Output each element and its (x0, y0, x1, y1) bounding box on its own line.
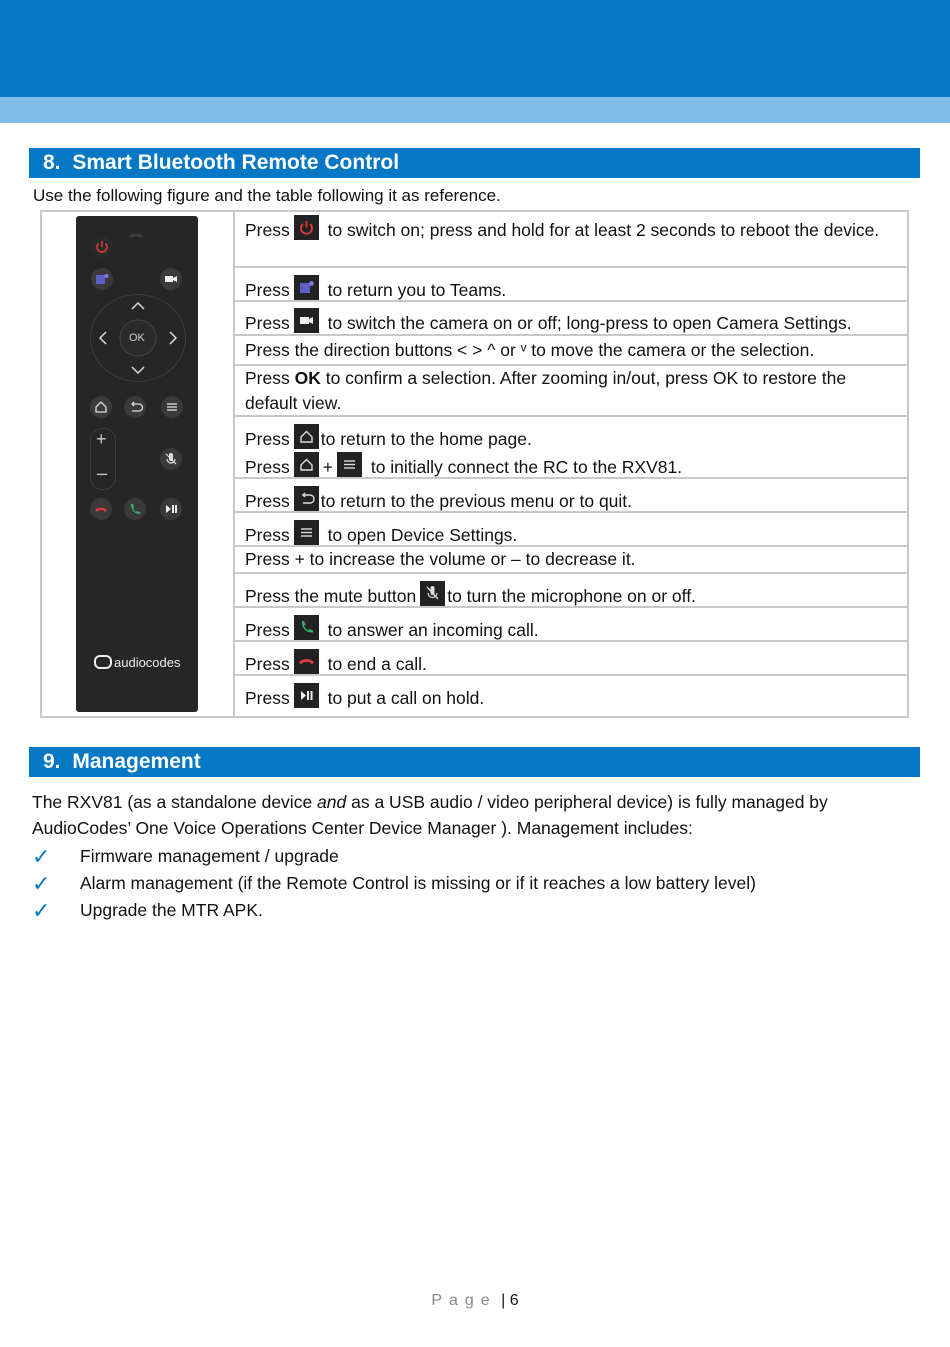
row-text-post: to switch on; press and hold for at least 2 seconds to reboot the device. (322, 220, 880, 240)
table-row (235, 547, 907, 574)
remote-home-icon (90, 396, 112, 418)
page-number: 6 (509, 1292, 519, 1309)
header-stripe (0, 97, 950, 123)
remote-power-icon (91, 236, 113, 258)
table-row (235, 268, 907, 302)
page-word: Page (431, 1292, 497, 1309)
remote-mute-icon (160, 448, 182, 470)
play-pause-icon (294, 683, 319, 708)
remote-brand-logo (94, 655, 181, 670)
header-band (0, 0, 950, 97)
section-8-number: 8. (43, 151, 61, 174)
row-text-post: to confirm a selection. After zooming in/out, press OK to restore the default view. (245, 368, 847, 413)
remote-ok-label: OK (129, 332, 145, 344)
home-icon (294, 424, 319, 449)
row-text-pre: Press (245, 220, 290, 240)
row-text-pre: Press + to increase the volume or – to decrease it. (245, 549, 636, 569)
remote-teams-icon (91, 268, 113, 290)
remote-plus-label: + (96, 429, 107, 449)
table-row (235, 608, 907, 642)
table-row (235, 336, 907, 366)
table-row (235, 302, 907, 336)
remote-volume-rocker (90, 428, 116, 490)
section-9-heading (29, 747, 920, 777)
row-text-post: to answer an incoming call. (322, 620, 539, 640)
row-text-pre: Press (245, 280, 290, 300)
remote-dpad (90, 294, 186, 382)
remote-back-icon (124, 396, 146, 418)
row-text-bold: OK (294, 368, 321, 388)
row-text-pre: Press (245, 491, 290, 511)
row-text-post: to open Device Settings. (322, 525, 518, 545)
management-text-em: and (317, 792, 347, 812)
remote-menu-icon (161, 396, 183, 418)
remote-control-image (76, 216, 198, 712)
list-item-label: Firmware management / upgrade (80, 846, 339, 866)
page-separator: | (496, 1292, 510, 1309)
row-text-pre: Press the direction buttons < > ^ or ᵛ to move the camera or the selection. (245, 340, 815, 360)
row-text-pre: Press (245, 620, 290, 640)
table-row (235, 642, 907, 676)
row-text-post: to turn the microphone on or off. (447, 586, 696, 606)
reference-table (40, 210, 909, 718)
row-text-pre: Press (245, 688, 290, 708)
row-text-pre: Press (245, 525, 290, 545)
power-icon (294, 215, 319, 240)
section-8-title: Smart Bluetooth Remote Control (72, 151, 400, 174)
answer-call-icon (294, 615, 319, 640)
table-row (235, 212, 907, 268)
management-text-b: as a USB audio / video peripheral device) is fully managed by AudioCodes’ One Voice Operations Center Device Manager ). Management includes: (32, 792, 828, 838)
table-row (235, 417, 907, 479)
back-icon (294, 486, 319, 511)
check-icon: ✓ (32, 871, 51, 896)
remote-answer-call-icon (124, 498, 146, 520)
table-row (235, 513, 907, 547)
row-text-post: to end a call. (322, 654, 427, 674)
row-text-post: to return to the previous menu or to quit. (320, 491, 633, 511)
row-text-pre: Press (245, 368, 295, 388)
list-item-label: Upgrade the MTR APK. (80, 900, 263, 920)
remote-image-cell (42, 212, 235, 716)
list-item-label: Alarm management (if the Remote Control is missing or if it reaches a low battery level) (80, 873, 756, 893)
end-call-icon (294, 649, 319, 674)
row-text-post: to return to the home page. (320, 429, 532, 449)
row-text-pre: Press the mute button (245, 586, 417, 606)
menu-icon (337, 452, 362, 477)
check-icon: ✓ (32, 844, 51, 869)
row-text-post: to switch the camera on or off; long-press to open Camera Settings. (322, 313, 852, 333)
row-text-post: to put a call on hold. (322, 688, 485, 708)
remote-play-pause-icon (160, 498, 182, 520)
row-text-pre: Press (245, 313, 290, 333)
table-row (235, 366, 907, 417)
table-row (235, 574, 907, 608)
home-icon (294, 452, 319, 477)
management-paragraph (32, 790, 912, 841)
row-text-pre: Press (245, 429, 290, 449)
remote-led (130, 234, 142, 237)
row-text-post: to return you to Teams. (322, 280, 507, 300)
row-text-pre: Press (245, 654, 290, 674)
remote-end-call-icon (90, 498, 112, 520)
row-text-pre: Press (245, 457, 290, 477)
management-text-a: The RXV81 (as a standalone device (32, 792, 318, 812)
page-footer (0, 1292, 950, 1310)
section-9-title: Management (72, 750, 201, 773)
intro-text: Use the following figure and the table following it as reference. (33, 186, 501, 205)
section-8-heading (29, 148, 920, 178)
camera-icon (294, 308, 319, 333)
mute-icon (420, 581, 445, 606)
remote-minus-label: – (97, 463, 108, 483)
table-row (235, 479, 907, 513)
remote-camera-icon (160, 268, 182, 290)
section-9-number: 9. (43, 750, 61, 773)
row-text-post: to initially connect the RC to the RXV81. (365, 457, 683, 477)
check-icon: ✓ (32, 898, 51, 923)
remote-brand-text: audiocodes (114, 655, 181, 670)
row-text-plus: + (322, 457, 333, 477)
teams-icon (294, 275, 319, 300)
menu-icon (294, 520, 319, 545)
table-row (235, 676, 907, 716)
